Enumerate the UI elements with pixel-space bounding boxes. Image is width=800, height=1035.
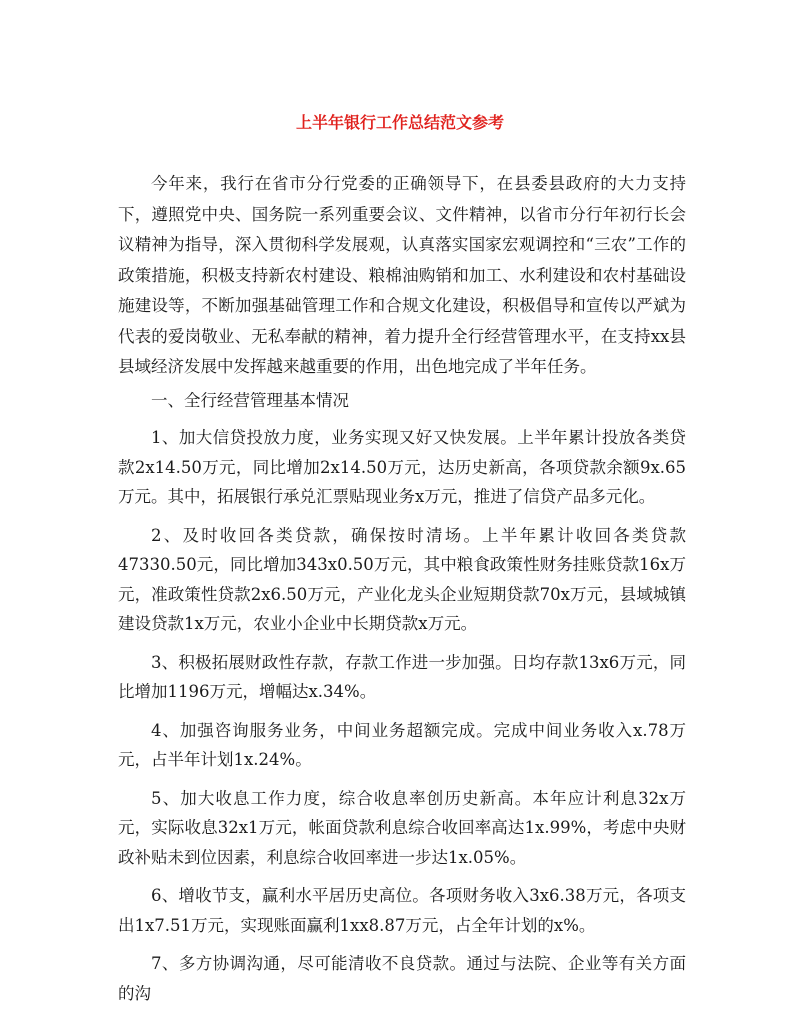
item-paragraph-6: 6、增收节支，赢利水平居历史高位。各项财务收入3x6.38万元，各项支出1x7.51万元，实现账面赢利1xx8.87万元，占全年计划的x%。 [118,886,686,935]
item-paragraph-7: 7、多方协调沟通，尽可能清收不良贷款。通过与法院、企业等有关方面的沟 [118,954,686,1003]
item-paragraph-3: 3、积极拓展财政性存款，存款工作进一步加强。日均存款13x6万元，同比增加1196万元，增幅达x.34%。 [118,652,686,701]
item-paragraph-1: 1、加大信贷投放力度，业务实现又好又快发展。上半年累计投放各类贷款2x14.50万元，同比增加2x14.50万元，达历史新高，各项贷款余额9x.65万元。其中，拓展银行承兑汇票贴现业务x万元，推进了信贷产品多元化。 [118,428,686,506]
item-paragraph-5: 5、加大收息工作力度，综合收息率创历史新高。本年应计利息32x万元，实际收息32x1万元，帐面贷款利息综合收回率高达1x.99%，考虑中央财政补贴未到位因素，利息综合收回率进一步达1x.05%。 [118,788,686,867]
document-body [118,169,686,1017]
intro-paragraph: 今年来，我行在省市分行党委的正确领导下，在县委县政府的大力支持下，遵照党中央、国务院一系列重要会议、文件精神，以省市分行年初行长会议精神为指导，深入贯彻科学发展观，认真落实国家宏观调控和“三农”工作的政策措施，积极支持新农村建设、粮棉油购销和加工、水利建设和农村基础设施建设等，不断加强基础管理工作和合规文化建设，积极倡导和宣传以严斌为代表的爱岗敬业、无私奉献的精神，着力提升全行经营管理水平，在支持xx县县域经济发展中发挥越来越重要的作用，出色地完成了半年任务。 [118,174,686,376]
document-title: 上半年银行工作总结范文参考 [295,113,504,132]
item-paragraph-2: 2、及时收回各类贷款，确保按时清场。上半年累计收回各类贷款47330.50元，同比增加343x0.50万元，其中粮食政策性财务挂账贷款16x万元，准政策性贷款2x6.50万元，产业化龙头企业短期贷款70x万元，县域城镇建设贷款1x万元，农业小企业中长期贷款x万元。 [118,525,686,633]
section-heading: 一、全行经营管理基本情况 [151,390,349,410]
item-paragraph-4: 4、加强咨询服务业务，中间业务超额完成。完成中间业务收入x.78万元，占半年计划1x.24%。 [118,720,686,769]
